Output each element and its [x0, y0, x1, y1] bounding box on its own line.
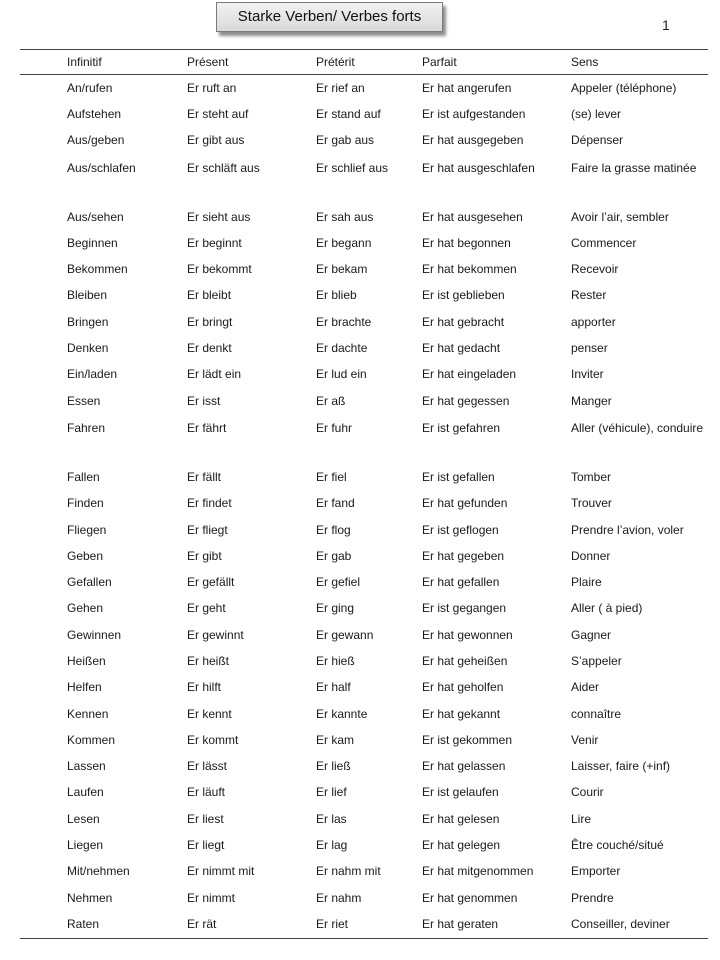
- cell-sens: Courir: [571, 785, 604, 800]
- cell-parfait: Er hat bekommen: [422, 262, 517, 277]
- cell-sens: penser: [571, 341, 608, 356]
- cell-infinitif: Bringen: [67, 314, 109, 329]
- cell-present: Er ruft an: [187, 80, 237, 95]
- table-row: [20, 75, 708, 102]
- cell-preterit: Er schlief aus: [316, 160, 389, 175]
- cell-present: Er gefällt: [187, 575, 235, 590]
- cell-parfait: Er ist gekommen: [422, 732, 513, 747]
- cell-parfait: Er hat gekannt: [422, 706, 501, 721]
- cell-parfait: Er ist gefallen: [422, 469, 495, 484]
- cell-preterit: Er aß: [316, 393, 346, 408]
- cell-present: Er fährt: [187, 421, 227, 436]
- cell-infinitif: Helfen: [67, 680, 102, 695]
- cell-parfait: Er hat genommen: [422, 890, 518, 905]
- cell-present: Er gibt aus: [187, 133, 245, 148]
- cell-preterit: Er ging: [316, 601, 355, 616]
- header-preterit: Prétérit: [316, 55, 355, 69]
- table-row: [20, 335, 708, 361]
- cell-infinitif: Gehen: [67, 601, 104, 616]
- cell-sens: Prendre l’avion, voler: [571, 522, 684, 537]
- cell-infinitif: Essen: [67, 393, 101, 408]
- cell-sens: Gagner: [571, 627, 612, 642]
- table-row: [20, 596, 708, 622]
- cell-preterit: Er ließ: [316, 759, 351, 774]
- cell-preterit: Er sah aus: [316, 209, 374, 224]
- cell-parfait: Er hat gewonnen: [422, 627, 513, 642]
- cell-present: Er sieht aus: [187, 209, 251, 224]
- cell-infinitif: Raten: [67, 916, 100, 931]
- cell-present: Er bleibt: [187, 288, 232, 303]
- cell-parfait: Er ist gelaufen: [422, 785, 499, 800]
- cell-parfait: Er hat ausgeschlafen: [422, 160, 535, 175]
- cell-preterit: Er fand: [316, 496, 355, 511]
- cell-sens: Appeler (téléphone): [571, 80, 677, 95]
- cell-preterit: Er lief: [316, 785, 347, 800]
- cell-infinitif: Liegen: [67, 838, 104, 853]
- cell-infinitif: Denken: [67, 341, 109, 356]
- table-row: [20, 388, 708, 414]
- table-row: [20, 414, 708, 464]
- cell-infinitif: Bleiben: [67, 288, 108, 303]
- cell-parfait: Er hat gelesen: [422, 811, 500, 826]
- cell-infinitif: Lassen: [67, 759, 106, 774]
- table-row: [20, 859, 708, 885]
- table-row: [20, 230, 708, 256]
- cell-sens: apporter: [571, 314, 616, 329]
- table-row: [20, 283, 708, 309]
- cell-present: Er isst: [187, 393, 221, 408]
- cell-present: Er heißt: [187, 653, 230, 668]
- cell-preterit: Er bekam: [316, 262, 368, 277]
- table-row: [20, 517, 708, 543]
- cell-preterit: Er gefiel: [316, 575, 361, 590]
- cell-infinitif: Finden: [67, 496, 104, 511]
- cell-preterit: Er fiel: [316, 469, 347, 484]
- cell-present: Er läuft: [187, 785, 226, 800]
- cell-infinitif: Laufen: [67, 785, 104, 800]
- cell-sens: Tomber: [571, 469, 612, 484]
- cell-infinitif: Nehmen: [67, 890, 113, 905]
- cell-present: Er rät: [187, 916, 217, 931]
- table-row: [20, 780, 708, 806]
- cell-infinitif: Aus/geben: [67, 133, 125, 148]
- table-row: [20, 701, 708, 727]
- cell-present: Er nimmt mit: [187, 864, 255, 879]
- cell-parfait: Er hat gelassen: [422, 759, 506, 774]
- cell-preterit: Er rief an: [316, 80, 365, 95]
- page-number: 1: [662, 17, 670, 33]
- cell-preterit: Er nahm mit: [316, 864, 381, 879]
- cell-sens: Inviter: [571, 367, 604, 382]
- table-row: [20, 727, 708, 753]
- table-row: [20, 832, 708, 858]
- cell-present: Er findet: [187, 496, 232, 511]
- cell-preterit: Er stand auf: [316, 106, 381, 121]
- cell-sens: Emporter: [571, 864, 621, 879]
- cell-preterit: Er begann: [316, 235, 372, 250]
- cell-present: Er beginnt: [187, 235, 242, 250]
- table-row: [20, 204, 708, 230]
- header-row: [20, 50, 708, 75]
- cell-present: Er schläft aus: [187, 160, 260, 175]
- cell-present: Er gewinnt: [187, 627, 244, 642]
- cell-parfait: Er ist geblieben: [422, 288, 505, 303]
- cell-present: Er hilft: [187, 680, 222, 695]
- cell-present: Er fällt: [187, 469, 222, 484]
- cell-sens: Lire: [571, 811, 592, 826]
- header-sens: Sens: [571, 55, 599, 69]
- cell-sens: Aider: [571, 680, 600, 695]
- cell-preterit: Er hieß: [316, 653, 355, 668]
- page-title: Starke Verben/ Verbes forts: [216, 2, 443, 32]
- cell-infinitif: Lesen: [67, 811, 100, 826]
- table-row: [20, 362, 708, 388]
- cell-present: Er liest: [187, 811, 224, 826]
- cell-infinitif: Gefallen: [67, 575, 112, 590]
- cell-preterit: Er half: [316, 680, 351, 695]
- cell-infinitif: Bekommen: [67, 262, 128, 277]
- table-row: [20, 754, 708, 780]
- verb-table-body: [20, 75, 708, 939]
- cell-parfait: Er hat geraten: [422, 916, 499, 931]
- cell-infinitif: Ein/laden: [67, 367, 118, 382]
- cell-sens: Trouver: [571, 496, 612, 511]
- cell-parfait: Er ist gegangen: [422, 601, 507, 616]
- cell-infinitif: Fahren: [67, 421, 106, 436]
- header-present: Présent: [187, 55, 229, 69]
- table-row: [20, 491, 708, 517]
- cell-preterit: Er gab aus: [316, 133, 375, 148]
- cell-present: Er kennt: [187, 706, 232, 721]
- verb-table: [20, 49, 708, 939]
- cell-present: Er denkt: [187, 341, 232, 356]
- table-row: [20, 622, 708, 648]
- cell-infinitif: Aufstehen: [67, 106, 122, 121]
- cell-sens: Laisser, faire (+inf): [571, 759, 671, 774]
- cell-infinitif: Kennen: [67, 706, 109, 721]
- cell-parfait: Er ist gefahren: [422, 421, 501, 436]
- cell-parfait: Er hat ausgesehen: [422, 209, 523, 224]
- cell-infinitif: Mit/nehmen: [67, 864, 130, 879]
- cell-preterit: Er lud ein: [316, 367, 367, 382]
- table-row: [20, 128, 708, 154]
- header-infinitif: Infinitif: [67, 55, 102, 69]
- table-row: [20, 911, 708, 938]
- cell-parfait: Er hat eingeladen: [422, 367, 517, 382]
- cell-sens: Dépenser: [571, 133, 624, 148]
- cell-parfait: Er hat mitgenommen: [422, 864, 534, 879]
- cell-parfait: Er ist geflogen: [422, 522, 499, 537]
- cell-sens: (se) lever: [571, 106, 622, 121]
- cell-infinitif: An/rufen: [67, 80, 113, 95]
- table-row: [20, 543, 708, 569]
- cell-parfait: Er hat gelegen: [422, 838, 501, 853]
- cell-sens: Rester: [571, 288, 607, 303]
- cell-parfait: Er hat ausgegeben: [422, 133, 524, 148]
- cell-sens: Conseiller, deviner: [571, 916, 670, 931]
- cell-sens: Plaire: [571, 575, 602, 590]
- table-row: [20, 648, 708, 674]
- cell-infinitif: Fliegen: [67, 522, 107, 537]
- cell-sens: Aller (véhicule), conduire: [571, 421, 704, 436]
- cell-preterit: Er riet: [316, 916, 349, 931]
- cell-infinitif: Geben: [67, 548, 104, 563]
- cell-sens: Être couché/situé: [571, 838, 664, 853]
- cell-parfait: Er hat gefallen: [422, 575, 500, 590]
- cell-parfait: Er hat angerufen: [422, 80, 512, 95]
- table-row: [20, 256, 708, 282]
- cell-present: Er bringt: [187, 314, 233, 329]
- cell-preterit: Er kam: [316, 732, 355, 747]
- cell-infinitif: Kommen: [67, 732, 116, 747]
- cell-preterit: Er fuhr: [316, 421, 353, 436]
- cell-preterit: Er blieb: [316, 288, 357, 303]
- cell-parfait: Er hat gefunden: [422, 496, 508, 511]
- cell-present: Er nimmt: [187, 890, 235, 905]
- cell-sens: Prendre: [571, 890, 614, 905]
- cell-sens: Commencer: [571, 235, 637, 250]
- table-row: [20, 464, 708, 490]
- cell-sens: Aller ( à pied): [571, 601, 643, 616]
- cell-preterit: Er gab: [316, 548, 352, 563]
- cell-present: Er lädt ein: [187, 367, 242, 382]
- cell-preterit: Er gewann: [316, 627, 374, 642]
- table-row: [20, 806, 708, 832]
- cell-parfait: Er hat begonnen: [422, 235, 511, 250]
- cell-present: Er gibt: [187, 548, 222, 563]
- cell-present: Er liegt: [187, 838, 225, 853]
- table-row: [20, 101, 708, 127]
- table-row: [20, 154, 708, 204]
- cell-sens: Manger: [571, 393, 612, 408]
- cell-preterit: Er las: [316, 811, 347, 826]
- cell-preterit: Er brachte: [316, 314, 372, 329]
- cell-preterit: Er dachte: [316, 341, 368, 356]
- cell-infinitif: Fallen: [67, 469, 100, 484]
- cell-parfait: Er hat gedacht: [422, 341, 501, 356]
- table-row: [20, 675, 708, 701]
- header-parfait: Parfait: [422, 55, 457, 69]
- cell-sens: Avoir l’air, sembler: [571, 209, 669, 224]
- table-row: [20, 885, 708, 911]
- table-row: [20, 569, 708, 595]
- cell-parfait: Er hat gegessen: [422, 393, 510, 408]
- cell-infinitif: Heißen: [67, 653, 106, 668]
- cell-present: Er steht auf: [187, 106, 249, 121]
- cell-sens: connaître: [571, 706, 622, 721]
- cell-parfait: Er hat geholfen: [422, 680, 504, 695]
- cell-parfait: Er hat geheißen: [422, 653, 508, 668]
- cell-infinitif: Gewinnen: [67, 627, 122, 642]
- cell-sens: Venir: [571, 732, 599, 747]
- cell-preterit: Er nahm: [316, 890, 362, 905]
- cell-present: Er fliegt: [187, 522, 228, 537]
- cell-present: Er lässt: [187, 759, 228, 774]
- cell-present: Er geht: [187, 601, 226, 616]
- cell-preterit: Er flog: [316, 522, 351, 537]
- cell-preterit: Er kannte: [316, 706, 368, 721]
- cell-sens: Donner: [571, 548, 611, 563]
- cell-infinitif: Beginnen: [67, 235, 118, 250]
- cell-parfait: Er hat gegeben: [422, 548, 505, 563]
- cell-infinitif: Aus/sehen: [67, 209, 124, 224]
- cell-present: Er bekommt: [187, 262, 252, 277]
- cell-preterit: Er lag: [316, 838, 348, 853]
- cell-sens: Recevoir: [571, 262, 619, 277]
- cell-sens: S’appeler: [571, 653, 622, 668]
- cell-parfait: Er hat gebracht: [422, 314, 505, 329]
- cell-present: Er kommt: [187, 732, 239, 747]
- table-row: [20, 309, 708, 335]
- cell-sens: Faire la grasse matinée: [571, 160, 697, 175]
- cell-parfait: Er ist aufgestanden: [422, 106, 526, 121]
- cell-infinitif: Aus/schlafen: [67, 160, 136, 175]
